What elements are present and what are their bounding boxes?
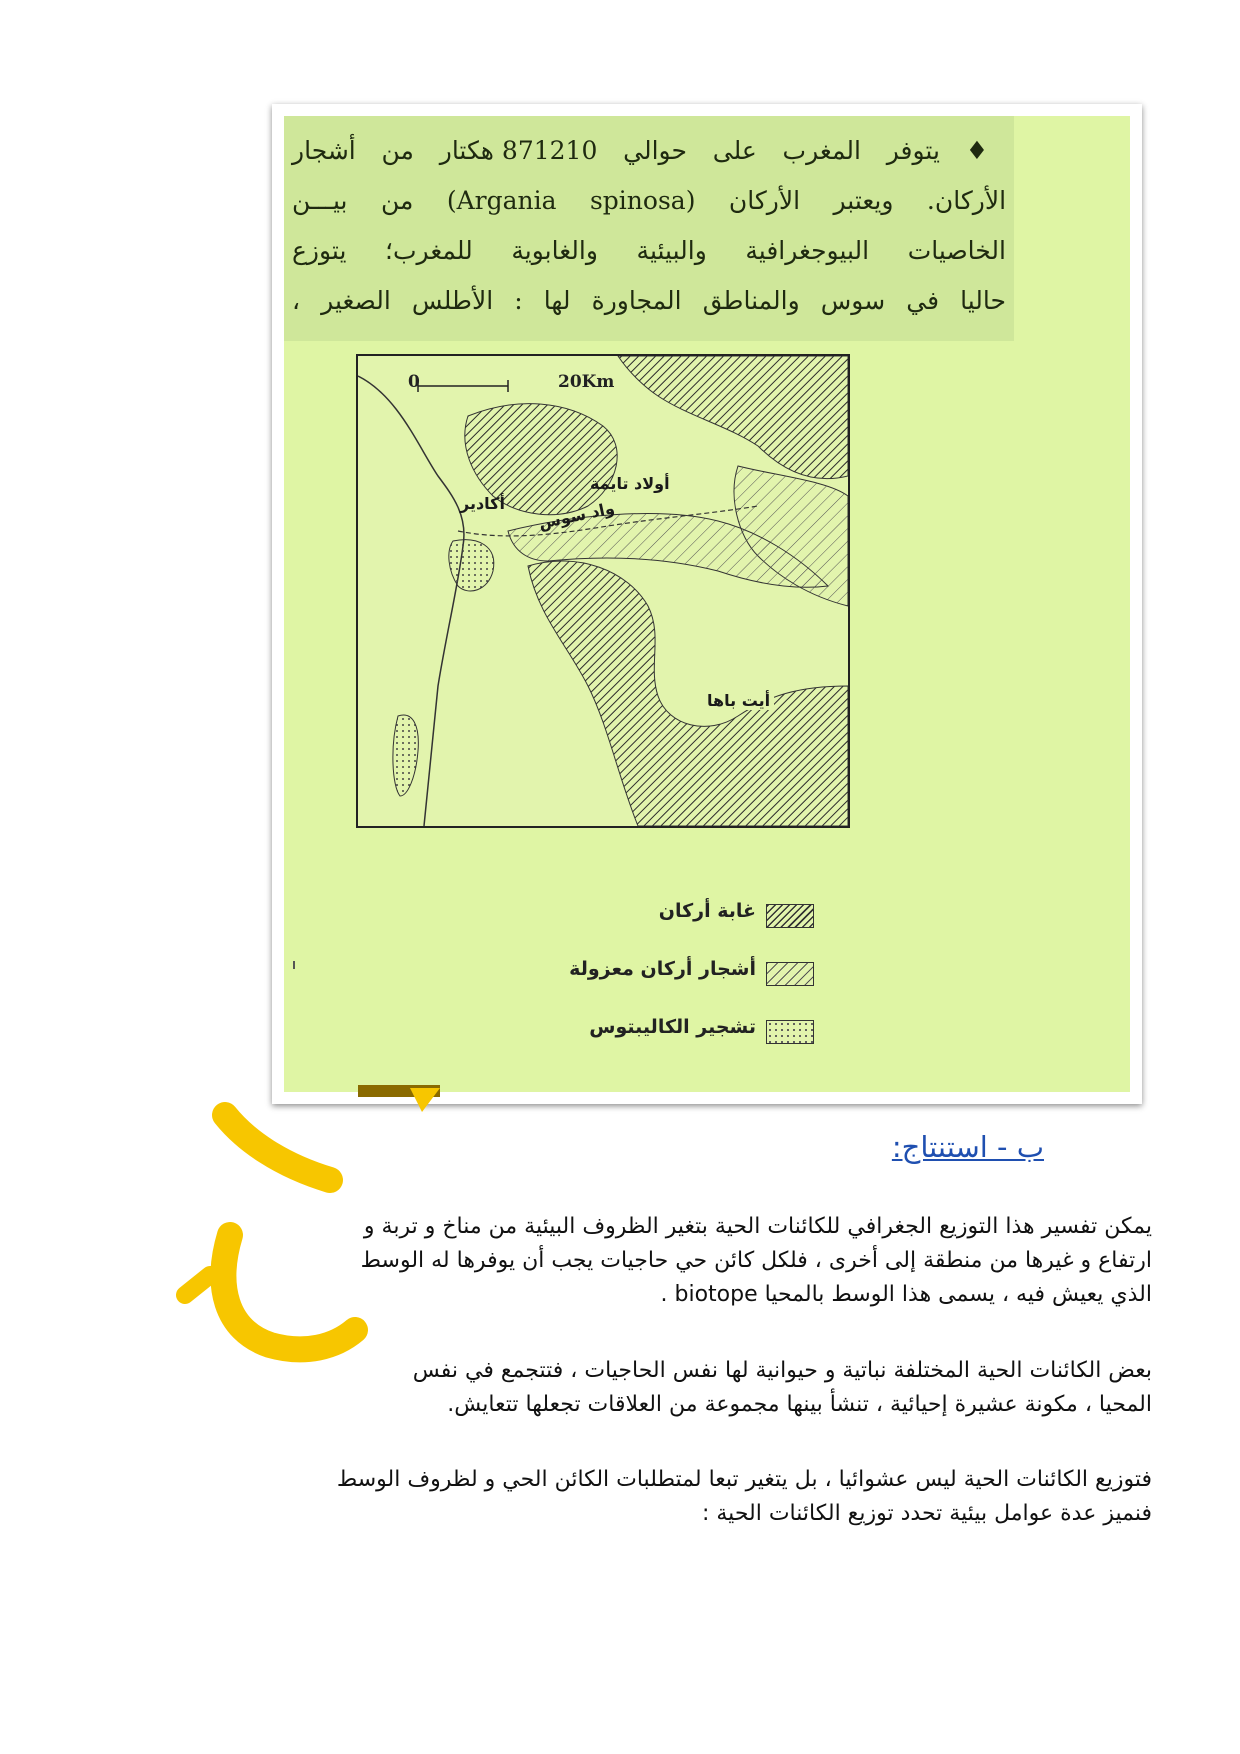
- paragraph-line: فتوزيع الكائنات الحية ليس عشوائيا ، بل يتغير تبعا لمتطلبات الكائن الحي و لظروف الوسط: [336, 1467, 1152, 1492]
- argan-forest-area: [528, 561, 848, 826]
- paragraph-line: المحيا ، مكونة عشيرة إحيائية ، تنشأ بينها مجموعة من العلاقات تجعلها تتعايش.: [447, 1392, 1152, 1417]
- conclusion-heading: ب - استنتاج:: [891, 1130, 1044, 1164]
- place-agadir: أكادير: [460, 494, 505, 513]
- scan-line: الأركان. ويعتبر الأركان (Argania spinosa) من بيـــن: [292, 186, 1007, 215]
- eucalyptus-area: [449, 540, 494, 591]
- legend-item: [534, 954, 814, 1012]
- eucalyptus-area: [393, 715, 418, 796]
- place-ait-baha: أيت باها: [703, 691, 774, 710]
- paragraph-line: ارتفاع و غيرها من منطقة إلى أخرى ، فلكل كائن حي حاجيات يجب أن يوفرها له الوسط: [360, 1248, 1152, 1273]
- paragraph-line: يمكن تفسير هذا التوزيع الجغرافي للكائنات الحية بتغير الظروف البيئية من مناخ و تربة و: [363, 1214, 1152, 1239]
- scale-zero: 0: [408, 372, 420, 392]
- paragraph-line: الذي يعيش فيه ، يسمى هذا الوسط بالمحيا biotope .: [660, 1282, 1152, 1307]
- map-drawing: [358, 356, 848, 826]
- conclusion-paragraph-2: [112, 1354, 1152, 1422]
- paragraph-line: فنميز عدة عوامل بيئية تحدد توزيع الكائنات الحية :: [701, 1501, 1152, 1526]
- conclusion-paragraph-3: [92, 1463, 1152, 1531]
- legend-item: [534, 896, 814, 954]
- legend-label: غابة أركان: [658, 900, 756, 922]
- figure-image: [284, 116, 1130, 1092]
- legend-swatch-forest: [766, 904, 814, 928]
- scale-distance: 20Km: [558, 372, 615, 392]
- paragraph-line: بعض الكائنات الحية المختلفة نباتية و حيوانية لها نفس الحاجيات ، فتتجمع في نفس: [412, 1358, 1152, 1383]
- scan-artifact: [293, 961, 295, 969]
- place-ouled-teima: أولاد تايمة: [590, 474, 670, 493]
- legend-label: أشجار أركان معزولة: [569, 958, 756, 980]
- legend-swatch-eucalyptus: [766, 1020, 814, 1044]
- scan-line: ♦ يتوفر المغرب على حوالي 871210 هكتار من أشجار: [292, 136, 1006, 165]
- conclusion-paragraph-1: [112, 1210, 1152, 1312]
- legend-label: تشجير الكاليبتوس: [589, 1016, 756, 1038]
- scanned-text-excerpt: [284, 116, 1014, 341]
- legend-item: [534, 1012, 814, 1070]
- argan-forest-area: [618, 356, 848, 479]
- legend-swatch-isolated: [766, 962, 814, 986]
- place-oued-souss: واد سوس: [536, 498, 617, 533]
- argan-distribution-map: [356, 354, 850, 828]
- map-legend: [534, 896, 814, 1070]
- figure-card: [272, 104, 1142, 1104]
- scan-line: الخاصيات البيوجغرافية والبيئية والغابوية للمغرب؛ يتوزع: [292, 236, 1006, 265]
- scan-line: حاليا في سوس والمناطق المجاورة لها : الأطلس الصغير ،: [292, 286, 1006, 315]
